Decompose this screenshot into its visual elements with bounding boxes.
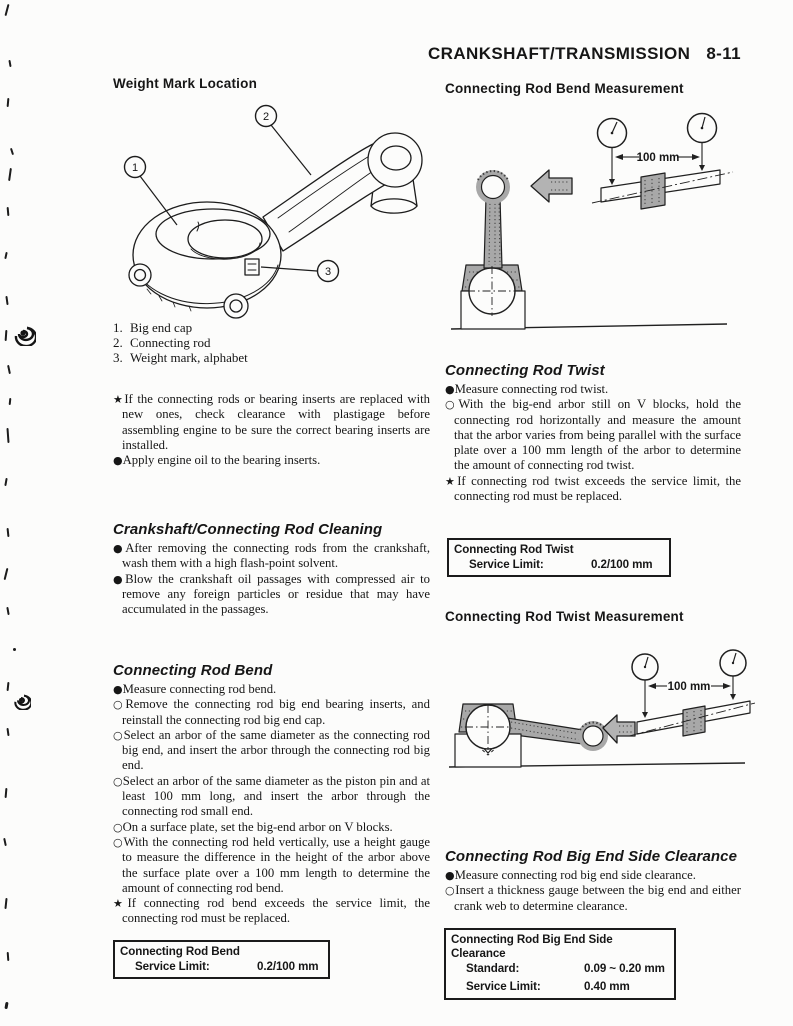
bend-measurement-heading: Connecting Rod Bend Measurement [445,81,684,96]
list-item: ○With the connecting rod held vertically, use a height gauge to measure the difference in the height of the arbor above the surface plate over a 100 mm length to determine the amount of connecting rod bend. [113,834,430,895]
side-clearance-heading: Connecting Rod Big End Side Clearance [445,848,738,865]
spec-row: Service Limit: 0.40 mm [466,979,630,993]
weight-mark-notes [113,392,430,468]
figure-twist-measurement [445,648,755,780]
ink-blot-artifact [10,320,36,346]
section-cleaning [113,521,430,617]
list-item: ○On a surface plate, set the big-end arbor on V blocks. [113,819,393,834]
spec-box-side-clearance [444,928,676,1000]
dimension-label: 100 mm [667,681,711,693]
svg-text:3: 3 [324,266,332,278]
section-bend [113,662,430,927]
list-item: ●Measure connecting rod big end side clearance. [445,868,696,882]
list-item: ○Insert a thickness gauge between the big end and either crank web to determine clearance. [445,883,741,913]
list-item: ○Select an arbor of the same diameter as the piston pin and at least 100 mm long, and insert the arbor through the connecting rod small end. [113,773,430,819]
cleaning-heading: Crankshaft/Connecting Rod Cleaning [113,521,383,538]
svg-text:1: 1 [131,162,139,174]
section-side-clearance [445,848,741,914]
note-item: ★If the connecting rods or bearing inserts are replaced with new ones, check clearance with plastigage before assembling engine to be sure the correct bearing inserts are installed. [113,392,430,452]
list-item: ●After removing the connecting rods from the crankshaft, wash them with a high flash-point solvent. [113,541,430,571]
spec-box-bend [113,940,330,979]
twist-heading: Connecting Rod Twist [445,362,605,379]
weight-mark-heading: Weight Mark Location [113,76,258,91]
legend-item: 2. Connecting rod [113,335,211,350]
list-item: ○Select an arbor of the same diameter as the connecting rod big end, and insert the arbor through the connecting rod big end. [113,727,430,773]
list-item: ○Remove the connecting rod big end bearing inserts, and reinstall the connecting rod big end cap. [113,697,430,727]
list-item: ★If connecting rod bend exceeds the service limit, the connecting rod must be replaced. [113,896,430,926]
spec-row: Standard: 0.09 ~ 0.20 mm [466,962,665,975]
callout-1 [125,157,178,226]
svg-text:2: 2 [262,111,270,123]
figure-weight-mark-location [113,103,430,320]
spec-title: Connecting Rod Big End Side Clearance [451,933,613,960]
list-item: ○With the big-end arbor still on V blocks, hold the connecting rod horizontally and measure the amount that the arbor varies from being parallel with the surface plate over a 100 mm length of the arbor to determine the amount of connecting rod twist. [445,397,741,473]
legend-item: 3. Weight mark, alphabet [113,350,248,365]
dimension-label: 100 mm [636,152,680,164]
list-item: ●Blow the crankshaft oil passages with compressed air to remove any foreign particles or residue that may have accumulated in the passages. [113,571,430,617]
page-header [428,44,741,64]
spec-row: Service Limit: 0.2/100 mm [469,558,653,571]
spec-box-twist [447,538,671,577]
page-number: 8-11 [706,44,741,63]
callout-2 [256,106,312,176]
ink-blot-artifact [11,690,31,710]
figure-legend [113,320,430,365]
section-twist [445,362,741,504]
legend-item: 1. Big end cap [113,320,193,335]
spec-row: Service Limit: 0.2/100 mm [135,960,319,973]
figure-bend-measurement [445,100,741,336]
twist-measurement-heading: Connecting Rod Twist Measurement [445,609,684,624]
twist-measurement-illustration [445,648,755,780]
chapter-title: CRANKSHAFT/TRANSMISSION [428,44,691,63]
bend-heading: Connecting Rod Bend [113,662,273,679]
list-item: ●Measure connecting rod twist. [445,382,609,396]
spec-title: Connecting Rod Twist [454,543,574,556]
note-item: ●Apply engine oil to the bearing inserts. [113,453,321,468]
list-item: ★If connecting rod twist exceeds the service limit, the connecting rod must be replaced. [445,473,741,504]
bend-measurement-illustration [445,100,741,336]
spec-title: Connecting Rod Bend [120,945,240,958]
list-item: ●Measure connecting rod bend. [113,682,277,696]
connecting-rod-illustration [113,103,430,320]
